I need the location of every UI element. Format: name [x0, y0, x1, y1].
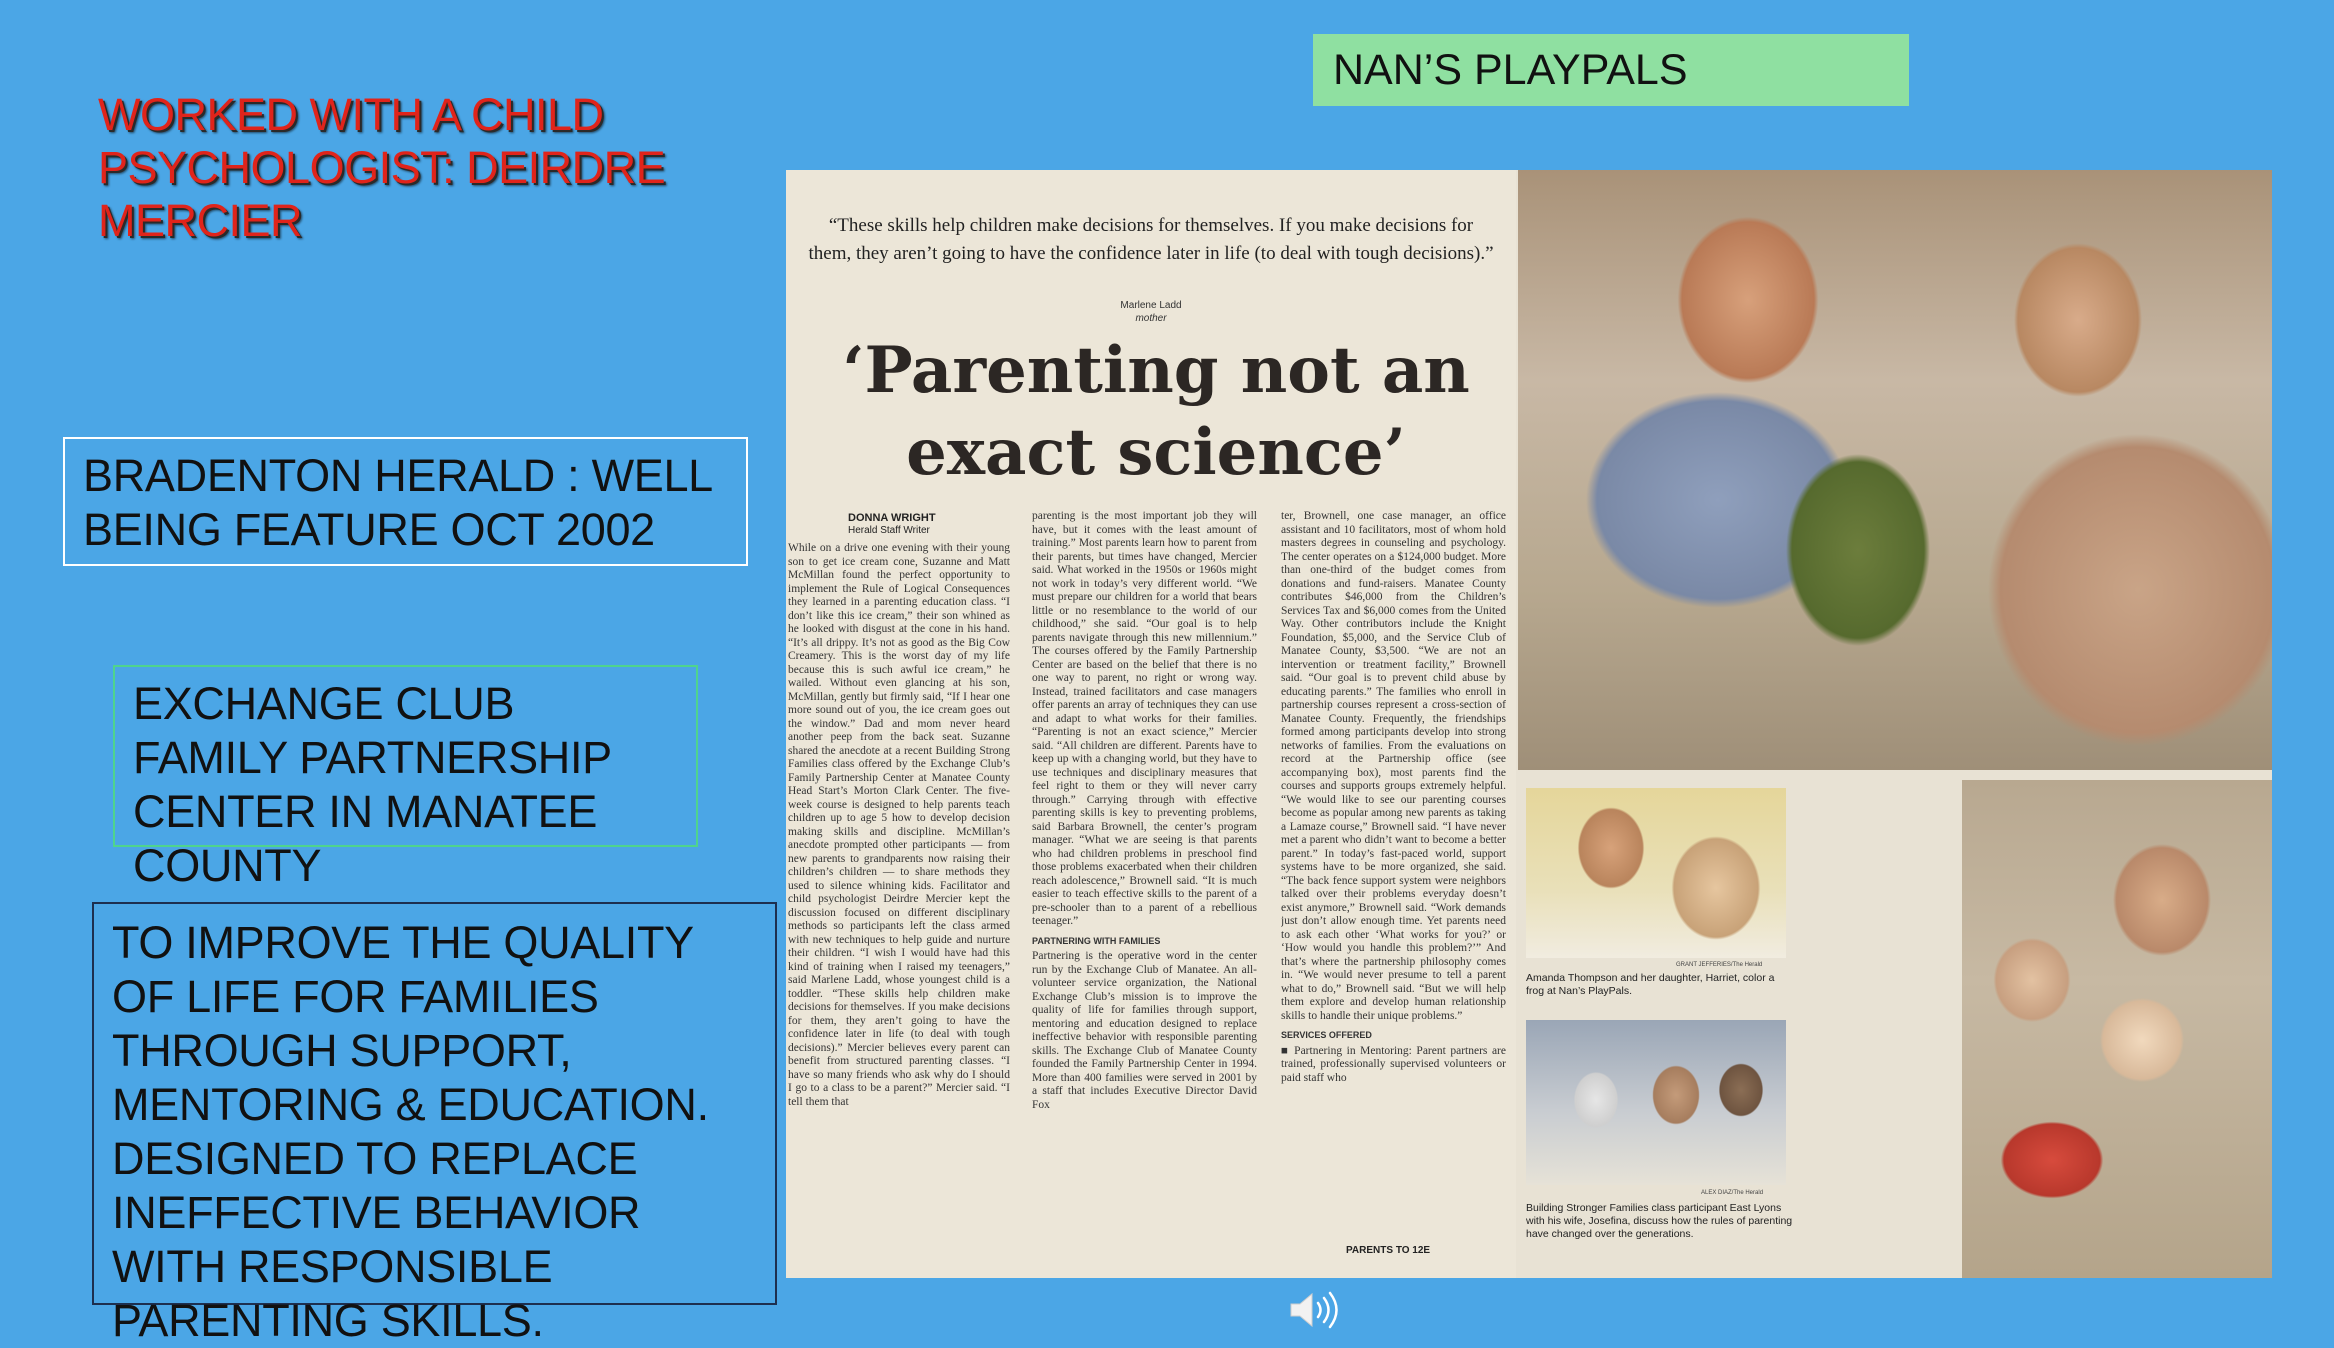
article-column-2	[1032, 510, 1257, 1265]
column-3-text: ter, Brownell, one case manager, an office assistant and 10 facilitators, most of whom hold masters degrees in counseling and psychology. The center operates on a $124,000 budget. More than one-third of the budget comes from donations and fund-raisers. Manatee County contributes $46,000 from the Children’s Services Tax and $6,000 comes from the United Way. Other contributors include the Knight Foundation, $5,000, and the Service Club of Manatee County, $3,500. “We are not an intervention or treatment facility,” Brownell said. “Our goal is to prevent child abuse by educating parents.” The families who enroll in partnership courses represent a cross-section of Manatee County. Frequently, the friendships formed among participants develop into strong networks of families. From the evaluations on record at the Partnership office (see accompanying box), most parents find the courses and supports groups extremely helpful. “We would like to see our parenting courses become as popular among new parents as taking a Lamaze course,” Brownell said. “I have never met a parent who didn’t want to become a better parent.” In today’s fast-paced world, support systems have to be more organized, she said. “The back fence support system were neighbors talked over their problems everyday doesn’t exist anymore,” Brownell said. “Work demands just don’t allow enough time. Yet parents need to ask each other ‘What works for you?’ or ‘How would you handle this problem?’” And that’s where the partnership philosophy comes in. “We would never presume to tell a parent what to do,” Brownell said. “But we will help them explore and develop human relationship skills to handle their unique problems.”	[1281, 510, 1506, 1022]
pull-quote: “These skills help children make decisions for themselves. If you make decisions for them, they aren’t going to have the confidence later in life (to deal with tough decisions).”	[808, 215, 1494, 264]
photo-stack	[1526, 780, 1801, 1278]
quote-attribution: Marlene Ladd	[1120, 300, 1182, 311]
playpals-label: NAN’S PLAYPALS	[1313, 34, 1909, 106]
photo-caption-2: Building Stronger Families class participant East Lyons with his wife, Josefina, discuss how the rules of parenting have changed over the generations.	[1526, 1202, 1793, 1240]
photo-mother-daughter	[1526, 788, 1786, 958]
photo-class-participants	[1526, 1020, 1786, 1185]
byline	[848, 512, 936, 537]
jump-line: PARENTS TO 12E	[1346, 1245, 1431, 1256]
slide-heading: WORKED WITH A CHILD PSYCHOLOGIST: DEIRDRE MERCIER	[98, 89, 666, 246]
herald-feature-box: BRADENTON HERALD : WELL BEING FEATURE OCT 2002	[63, 437, 748, 566]
photo-puppet-class	[1518, 170, 2272, 770]
subhead-partnering: PARTNERING WITH FAMILIES	[1032, 935, 1161, 946]
photo-credit-2: ALEX DIAZ/The Herald	[1701, 1190, 1764, 1196]
article-column-1: While on a drive one evening with their young son to get ice cream cone, Suzanne and Matt McMillan found the perfect opportunity to implement the Rule of Logical Consequences they learned in a parenting education class. “I don’t like this ice cream,” their son whined as he looked with disgust at the cone in his hand. “It’s all drippy. It’s not as good as the Big Cow Creamery. This is the worst day of my life because this is such awful ice cream,” he wailed. Without even glancing at his son, McMillan, gently but firmly said, “If I hear one more sound out of you, the ice cream goes out the window.” Dad and mom never heard another peep from the back seat. Suzanne shared the anecdote at a recent Building Strong Families class offered by the Exchange Club’s Family Partnership Center at Manatee County Head Start’s Morton Clark Center. The five-week course is designed to help parents teach children up to age 5 how to develop decision making skills and discipline. McMillan’s anecdote prompted other participants — from new parents to grandparents now raising their children’s children — to share methods they used to silence whining kids. Facilitator and child psychologist Deirdre Mercier kept the discussion focused on different disciplinary methods so participants left the class armed with new techniques to help guide and nurture their children. “I wish I would have had this kind of training when I raised my teenagers,” said Marlene Ladd, whose youngest child is a toddler. “These skills help children make decisions for themselves. If you make decisions for them, they aren’t going to have the confidence later in life (to deal with tough decisions).” Mercier believes every parent can benefit from structured parenting classes. “I have so many friends who ask why do I should I go to a class to be a parent?” Mercier said. “I tell them that	[788, 542, 1010, 1108]
article-headline: ‘Parenting not an exact science’	[842, 333, 1470, 490]
column-2-text: parenting is the most important job they will have, but it comes with the least amount of training.” Most parents learn how to parent from their parents, but times have changed, Mercier said. What worked in the 1950s or 1960s might not work in today’s very different world. “We must prepare our children for a world that bears little or no resemblance to the world of our childhood,” she said. “Our goal is to help parents navigate through this new millennium.” The courses offered by the Family Partnership Center are based on the belief that there is no one way to parent, no right or wrong way. Instead, trained facilitators and case managers offer parents an array of techniques they can use and adapt to what works for their families. “Parenting is not an exact science,” Mercier said. “All children are different. Parents have to keep up with a changing world, but they have to use techniques and disciplinary measures that feel right to them or they will never carry through.” Carrying through with effective parenting skills is key to preventing problems, said Barbara Brownell, the center’s program manager. “What we are seeing is that parents who had children problems in preschool find those problems exacerbated when their children reach adolescence,” Brownell said. “It is much easier to teach effective skills to the parent of a pre-schooler than to a parent of a rebellious teenager.”	[1032, 510, 1257, 927]
article-text-area	[786, 170, 1516, 1278]
photo-credit-1: GRANT JEFFERIES/The Herald	[1676, 962, 1763, 968]
byline-role: Herald Staff Writer	[848, 525, 930, 536]
newspaper-clipping	[786, 170, 2272, 1278]
photo-mother-toddler	[1962, 780, 2272, 1278]
column-3-text-b: ■ Partnering in Mentoring: Parent partners are trained, professionally supervised volunteers or paid staff who	[1281, 1044, 1506, 1084]
byline-name: DONNA WRIGHT	[848, 512, 936, 524]
subhead-services: SERVICES OFFERED	[1281, 1030, 1372, 1040]
article-column-3	[1281, 510, 1506, 1265]
column-2-text-b: Partnering is the operative word in the center run by the Exchange Club of Manatee. An all-volunteer service organization, the National Exchange Club’s mission is to improve the quality of life for families through support, mentoring and education designed to replace ineffective behavior with responsible parenting skills. The Exchange Club of Manatee County founded the Family Partnership Center in 1994. More than 400 families were served in 2001 by a staff that includes Executive Director David Fox	[1032, 950, 1257, 1111]
mission-statement-box: TO IMPROVE THE QUALITY OF LIFE FOR FAMILIES THROUGH SUPPORT, MENTORING & EDUCATION. DESIGNED TO REPLACE INEFFECTIVE BEHAVIOR WITH RESPONSIBLE PARENTING SKILLS.	[92, 902, 777, 1305]
quote-role: mother	[1135, 313, 1167, 324]
exchange-club-box: EXCHANGE CLUB FAMILY PARTNERSHIP CENTER IN MANATEE COUNTY	[113, 665, 698, 847]
photo-caption-1: Amanda Thompson and her daughter, Harriet, color a frog at Nan’s PlayPals.	[1526, 972, 1775, 997]
speaker-icon[interactable]	[1287, 1290, 1339, 1330]
